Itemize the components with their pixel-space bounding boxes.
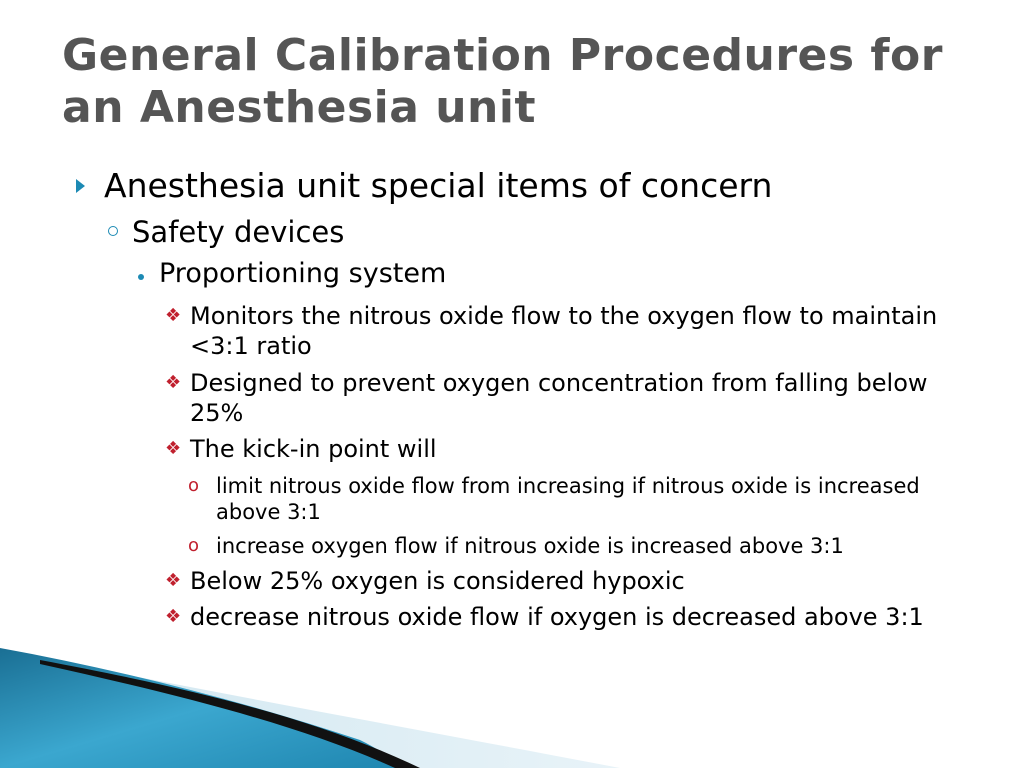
bullet-level-5: increase oxygen flow if nitrous oxide is increased above 3:1 xyxy=(216,534,844,558)
bullet-level-5: limit nitrous oxide flow from increasing if nitrous oxide is increased above 3:1 xyxy=(216,474,920,524)
diamond-bullet-icon: ❖ xyxy=(165,606,182,627)
bullet-level-4: Monitors the nitrous oxide flow to the oxygen flow to maintain <3:1 ratio xyxy=(190,302,938,360)
diamond-bullet-icon: ❖ xyxy=(165,305,182,326)
circle-o-bullet-icon: o xyxy=(188,475,200,496)
bullet-level-3: Proportioning system xyxy=(159,258,447,289)
bullet-level-4: Below 25% oxygen is considered hypoxic xyxy=(190,567,685,595)
bullet-level-1: Anesthesia unit special items of concern xyxy=(104,166,773,205)
bullet-level-4: Designed to prevent oxygen concentration from falling below 25% xyxy=(190,369,928,427)
diamond-bullet-icon: ❖ xyxy=(165,438,182,459)
diamond-bullet-icon: ❖ xyxy=(165,372,182,393)
dot-bullet-icon xyxy=(138,274,144,280)
triangle-bullet-icon xyxy=(76,179,85,193)
bullet-level-4: The kick-in point will xyxy=(190,435,437,463)
diamond-bullet-icon: ❖ xyxy=(165,570,182,591)
bullet-level-2: Safety devices xyxy=(132,215,345,249)
bullet-level-4: decrease nitrous oxide flow if oxygen is decreased above 3:1 xyxy=(190,603,924,631)
circle-o-bullet-icon: o xyxy=(188,535,200,556)
hollow-circle-bullet-icon xyxy=(108,226,118,236)
slide-title: General Calibration Procedures for an Anesthesia unit xyxy=(62,30,943,133)
